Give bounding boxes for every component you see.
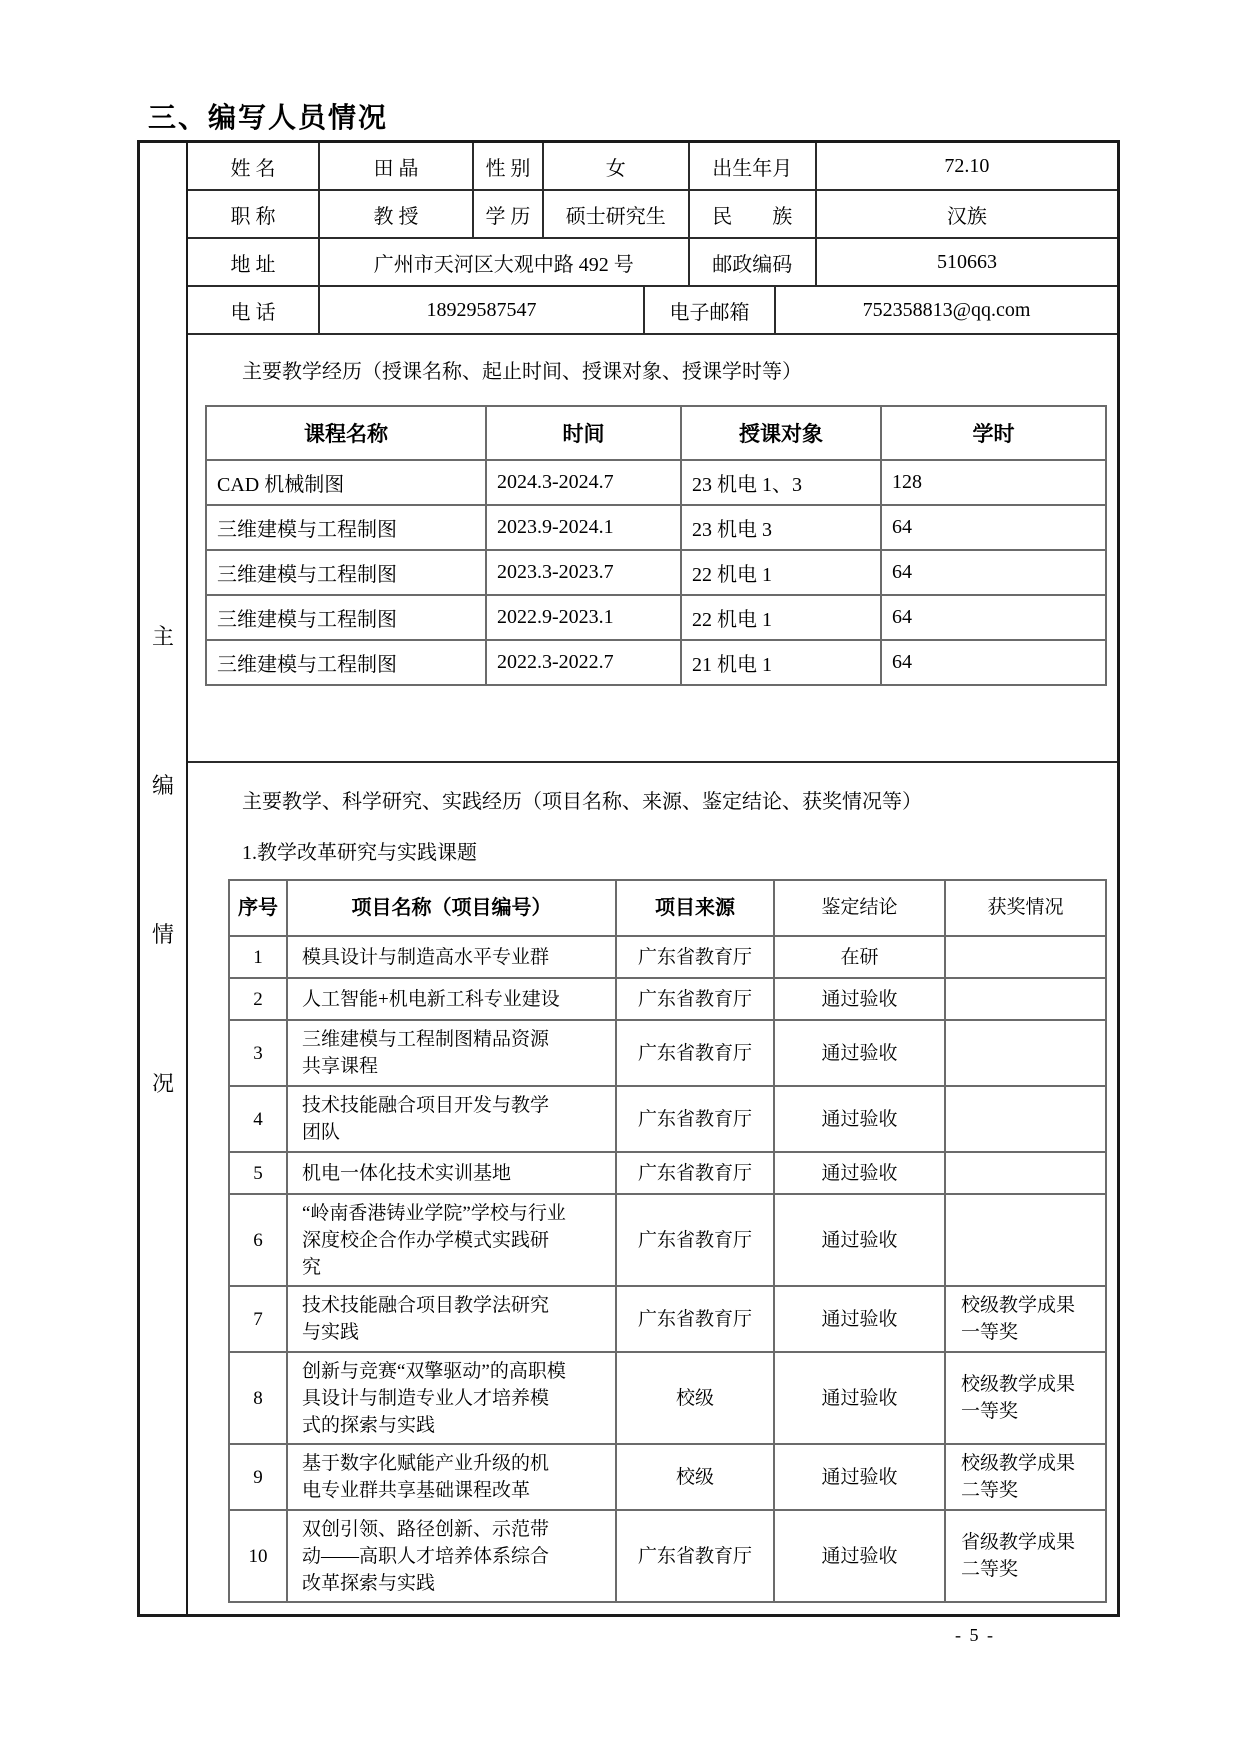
email-label: 电子邮箱 [645,287,776,335]
info-row-address [188,239,1117,287]
project-conclusion: 通过验收 [774,978,945,1020]
personnel-table [137,140,1120,1617]
project-conclusion: 在研 [774,936,945,978]
info-row-phone [188,287,1117,335]
side-label-char: 况 [151,1070,174,1096]
course-name: 三维建模与工程制图 [206,550,486,595]
project-source: 校级 [616,1352,774,1444]
table-main-area [188,143,1117,1614]
course-header-row [206,406,1106,460]
course-row [206,460,1106,505]
course-audience: 22 机电 1 [681,550,881,595]
course-name: 三维建模与工程制图 [206,640,486,685]
project-no: 9 [229,1444,287,1510]
side-label-char: 编 [151,772,174,798]
project-header-row [229,880,1106,936]
project-source: 广东省教育厅 [616,1510,774,1602]
project-name: 双创引领、路径创新、示范带动——高职人才培养体系综合改革探索与实践 [287,1510,616,1602]
info-row-title [188,191,1117,239]
project-no: 7 [229,1286,287,1352]
ethnicity-value: 汉族 [817,191,1117,239]
project-row [229,1152,1106,1194]
project-award: 校级教学成果一等奖 [945,1286,1106,1352]
project-conclusion: 通过验收 [774,1194,945,1286]
gender-label: 性 别 [474,143,544,191]
course-name: CAD 机械制图 [206,460,486,505]
phone-label: 电 话 [188,287,320,335]
project-conclusion: 通过验收 [774,1086,945,1152]
project-conclusion: 通过验收 [774,1444,945,1510]
course-hours: 64 [881,550,1106,595]
birth-value: 72.10 [817,143,1117,191]
course-audience: 21 机电 1 [681,640,881,685]
course-row [206,550,1106,595]
research-section-title: 主要教学、科学研究、实践经历（项目名称、来源、鉴定结论、获奖情况等） [242,791,922,813]
project-no: 8 [229,1352,287,1444]
course-time: 2023.3-2023.7 [486,550,681,595]
project-source-header: 项目来源 [616,880,774,936]
project-no: 2 [229,978,287,1020]
course-name: 三维建模与工程制图 [206,595,486,640]
teaching-section [188,335,1117,761]
project-row [229,1352,1106,1444]
project-name: 基于数字化赋能产业升级的机电专业群共享基础课程改革 [287,1444,616,1510]
project-award [945,1086,1106,1152]
project-no: 1 [229,936,287,978]
project-no: 10 [229,1510,287,1602]
degree-value: 硕士研究生 [544,191,690,239]
course-time: 2022.3-2022.7 [486,640,681,685]
project-source: 校级 [616,1444,774,1510]
project-row [229,1510,1106,1602]
project-award [945,1020,1106,1086]
project-conclusion: 通过验收 [774,1020,945,1086]
course-table [205,405,1107,686]
course-time: 2023.9-2024.1 [486,505,681,550]
research-subsection-title: 1.教学改革研究与实践课题 [242,842,477,864]
degree-label: 学 历 [474,191,544,239]
course-hours: 64 [881,595,1106,640]
project-source: 广东省教育厅 [616,978,774,1020]
course-audience: 23 机电 3 [681,505,881,550]
project-no: 5 [229,1152,287,1194]
address-value: 广州市天河区大观中路 492 号 [320,239,690,287]
project-award: 省级教学成果二等奖 [945,1510,1106,1602]
project-no: 3 [229,1020,287,1086]
project-source: 广东省教育厅 [616,1152,774,1194]
course-audience: 22 机电 1 [681,595,881,640]
page-number: - 5 - [955,1625,995,1645]
course-time: 2022.9-2023.1 [486,595,681,640]
project-award: 校级教学成果二等奖 [945,1444,1106,1510]
course-hours: 64 [881,640,1106,685]
email-value: 752358813@qq.com [776,287,1117,335]
side-label-char: 主 [151,623,174,649]
phone-value: 18929587547 [320,287,645,335]
project-name: 技术技能融合项目开发与教学团队 [287,1086,616,1152]
course-row [206,595,1106,640]
project-name: 创新与竞赛“双擎驱动”的高职模具设计与制造专业人才培养模式的探索与实践 [287,1352,616,1444]
birth-label: 出生年月 [690,143,817,191]
project-source: 广东省教育厅 [616,1020,774,1086]
project-source: 广东省教育厅 [616,1194,774,1286]
course-name-header: 课程名称 [206,406,486,460]
project-award [945,1152,1106,1194]
project-name: 三维建模与工程制图精品资源共享课程 [287,1020,616,1086]
project-row [229,1286,1106,1352]
title-label: 职 称 [188,191,320,239]
project-conclusion: 通过验收 [774,1352,945,1444]
project-row [229,1194,1106,1286]
project-award [945,936,1106,978]
course-row [206,505,1106,550]
project-name: 模具设计与制造高水平专业群 [287,936,616,978]
name-label: 姓 名 [188,143,320,191]
project-name: 人工智能+机电新工科专业建设 [287,978,616,1020]
project-name: “岭南香港铸业学院”学校与行业深度校企合作办学模式实践研究 [287,1194,616,1286]
page-title: 三、编写人员情况 [148,102,389,133]
project-conclusion: 通过验收 [774,1152,945,1194]
info-row-name [188,143,1117,191]
course-hours-header: 学时 [881,406,1106,460]
course-audience-header: 授课对象 [681,406,881,460]
project-conclusion: 通过验收 [774,1510,945,1602]
side-vertical-label [140,143,188,1614]
gender-value: 女 [544,143,690,191]
project-source: 广东省教育厅 [616,1286,774,1352]
name-value: 田 晶 [320,143,474,191]
course-name: 三维建模与工程制图 [206,505,486,550]
project-row [229,978,1106,1020]
project-no: 4 [229,1086,287,1152]
project-conclusion-header: 鉴定结论 [774,880,945,936]
project-name-header: 项目名称（项目编号） [287,880,616,936]
project-source: 广东省教育厅 [616,936,774,978]
project-row [229,1086,1106,1152]
project-award [945,1194,1106,1286]
project-row [229,1444,1106,1510]
project-award [945,978,1106,1020]
teaching-section-title: 主要教学经历（授课名称、起止时间、授课对象、授课学时等） [242,361,802,383]
course-time: 2024.3-2024.7 [486,460,681,505]
project-conclusion: 通过验收 [774,1286,945,1352]
course-hours: 64 [881,505,1106,550]
project-row [229,1020,1106,1086]
postcode-value: 510663 [817,239,1117,287]
course-time-header: 时间 [486,406,681,460]
project-no-header: 序号 [229,880,287,936]
side-label-char: 情 [151,921,174,947]
address-label: 地 址 [188,239,320,287]
project-award-header: 获奖情况 [945,880,1106,936]
project-table [228,879,1107,1603]
project-name: 技术技能融合项目教学法研究与实践 [287,1286,616,1352]
research-section [188,761,1117,1614]
project-no: 6 [229,1194,287,1286]
project-row [229,936,1106,978]
project-name: 机电一体化技术实训基地 [287,1152,616,1194]
project-award: 校级教学成果一等奖 [945,1352,1106,1444]
title-value: 教 授 [320,191,474,239]
course-hours: 128 [881,460,1106,505]
course-row [206,640,1106,685]
course-audience: 23 机电 1、3 [681,460,881,505]
postcode-label: 邮政编码 [690,239,817,287]
project-source: 广东省教育厅 [616,1086,774,1152]
ethnicity-label: 民 族 [690,191,817,239]
